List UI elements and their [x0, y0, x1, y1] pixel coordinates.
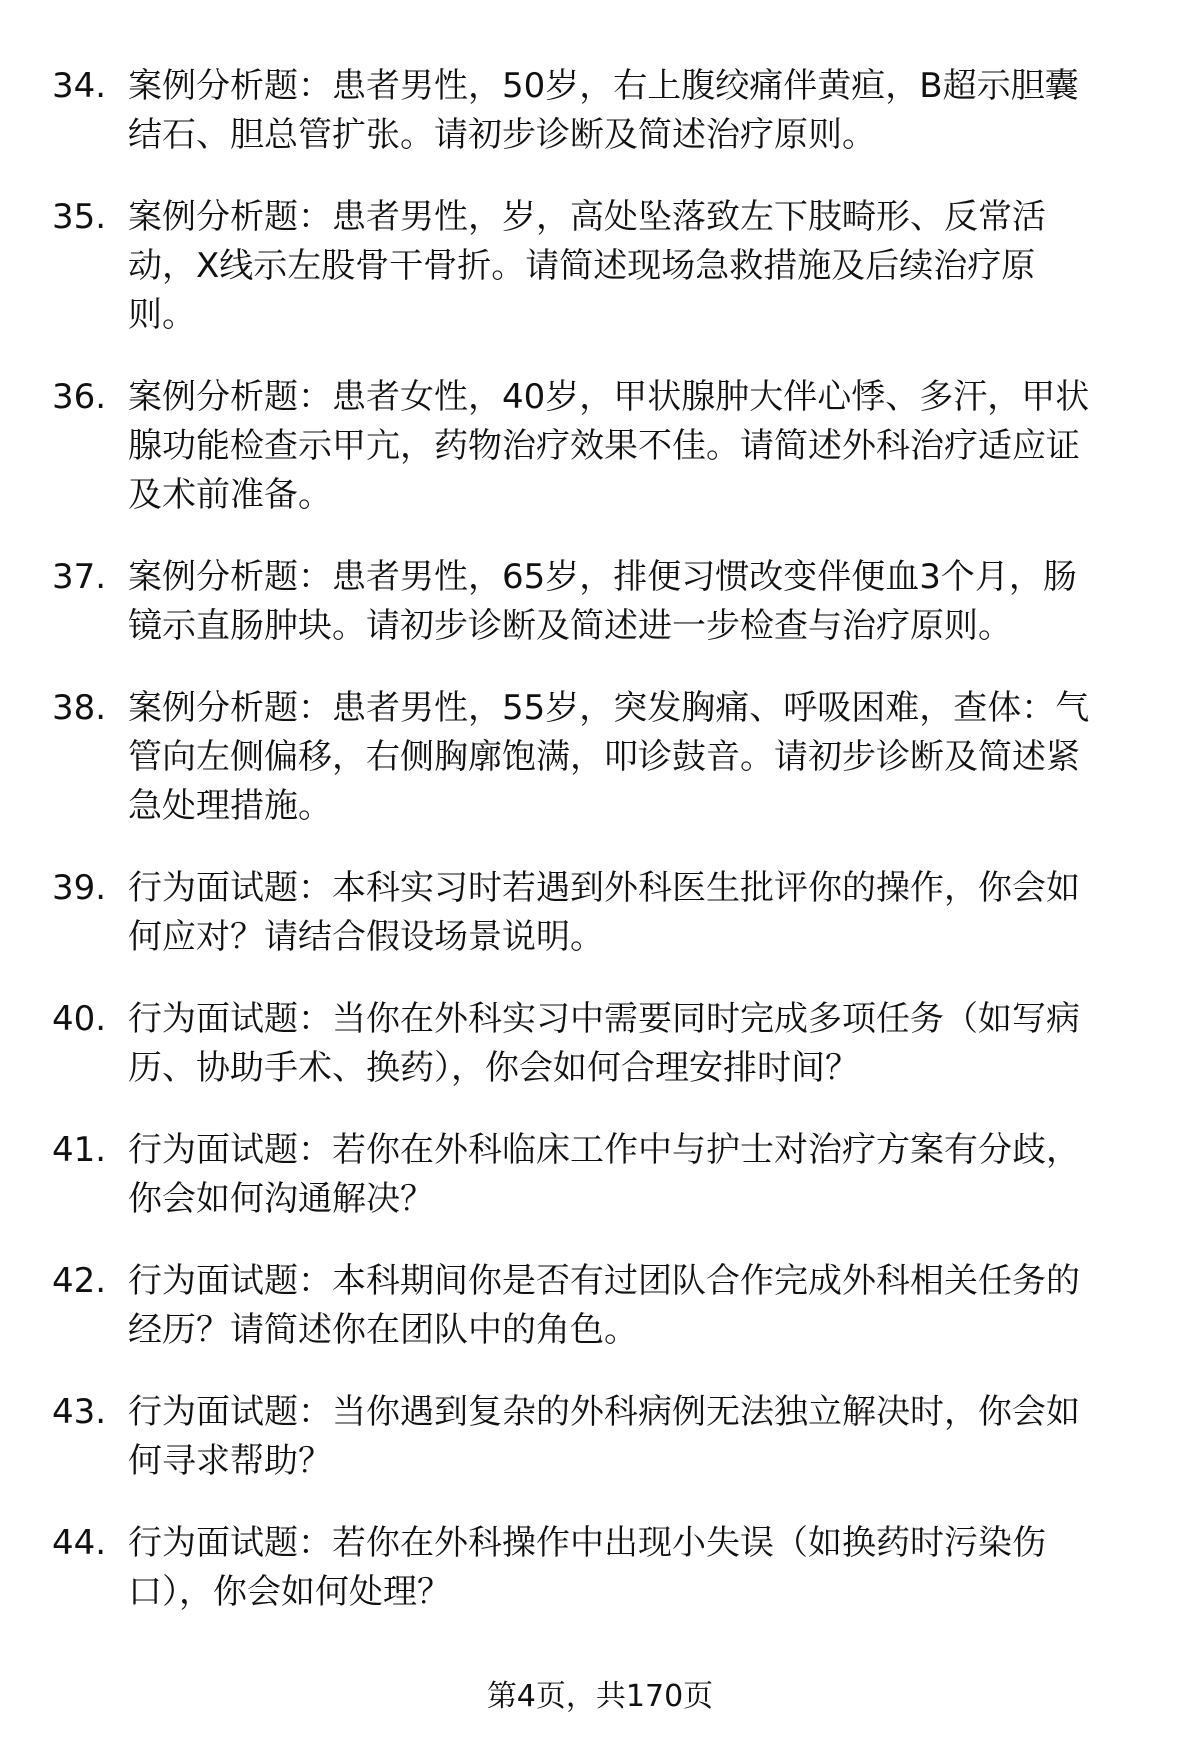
- question-item: [0, 373, 1200, 520]
- question-number: 41.: [52, 1130, 107, 1170]
- question-text: [128, 1257, 1158, 1355]
- question-text-line: 何应对？请结合假设场景说明。: [128, 917, 604, 957]
- question-text-line: 行为面试题：当你遇到复杂的外科病例无法独立解决时，你会如: [128, 1392, 1080, 1432]
- question-item: [0, 1519, 1200, 1617]
- question-item: [0, 1388, 1200, 1486]
- question-text-line: 案例分析题：患者男性，65岁，排便习惯改变伴便血3个月，肠: [128, 557, 1077, 597]
- question-text-line: 行为面试题：若你在外科操作中出现小失误（如换药时污染伤: [128, 1523, 1046, 1563]
- question-number: 44.: [52, 1523, 107, 1563]
- question-item: [0, 1126, 1200, 1224]
- question-text: [128, 62, 1158, 160]
- question-text-line: 经历？请简述你在团队中的角色。: [128, 1310, 638, 1350]
- question-text-line: 结石、胆总管扩张。请初步诊断及简述治疗原则。: [128, 115, 876, 155]
- question-number: 43.: [52, 1392, 107, 1432]
- question-text: [128, 193, 1158, 340]
- question-item: [0, 995, 1200, 1093]
- question-number: 39.: [52, 868, 107, 908]
- question-text: [128, 1388, 1158, 1486]
- question-text-line: 案例分析题：患者女性，40岁，甲状腺肿大伴心悸、多汗，甲状: [128, 377, 1090, 417]
- question-text-line: 你会如何沟通解决？: [128, 1179, 434, 1219]
- question-text: [128, 373, 1158, 520]
- question-text: [128, 684, 1158, 831]
- question-number: 35.: [52, 197, 107, 237]
- question-text-line: 行为面试题：若你在外科临床工作中与护士对治疗方案有分歧，: [128, 1130, 1080, 1170]
- question-number: 37.: [52, 557, 107, 597]
- question-list: [0, 62, 1200, 1650]
- question-item: [0, 684, 1200, 831]
- question-number: 42.: [52, 1261, 107, 1301]
- question-number: 38.: [52, 688, 107, 728]
- question-text: [128, 864, 1158, 962]
- question-text-line: 镜示直肠肿块。请初步诊断及简述进一步检查与治疗原则。: [128, 606, 1012, 646]
- question-text: [128, 1519, 1158, 1617]
- question-text: [128, 995, 1158, 1093]
- question-text: [128, 553, 1158, 651]
- page-footer: 第4页，共170页: [486, 1679, 714, 1714]
- question-text-line: 行为面试题：当你在外科实习中需要同时完成多项任务（如写病: [128, 999, 1080, 1039]
- question-text-line: 动，X线示左股骨干骨折。请简述现场急救措施及后续治疗原: [128, 246, 1036, 286]
- question-item: [0, 62, 1200, 160]
- question-number: 34.: [52, 66, 107, 106]
- question-text-line: 则。: [128, 295, 196, 335]
- question-item: [0, 193, 1200, 340]
- question-text-line: 急处理措施。: [128, 786, 332, 826]
- question-item: [0, 864, 1200, 962]
- question-text-line: 何寻求帮助？: [128, 1441, 332, 1481]
- question-text-line: 管向左侧偏移，右侧胸廓饱满，叩诊鼓音。请初步诊断及简述紧: [128, 737, 1080, 777]
- question-text-line: 历、协助手术、换药），你会如何合理安排时间？: [128, 1048, 859, 1088]
- question-text-line: 口），你会如何处理？: [128, 1572, 451, 1612]
- question-item: [0, 1257, 1200, 1355]
- question-text-line: 案例分析题：患者男性，岁，高处坠落致左下肢畸形、反常活: [128, 197, 1046, 237]
- question-number: 36.: [52, 377, 107, 417]
- question-text-line: 腺功能检查示甲亢，药物治疗效果不佳。请简述外科治疗适应证: [128, 426, 1080, 466]
- question-text-line: 案例分析题：患者男性，55岁，突发胸痛、呼吸困难，查体：气: [128, 688, 1090, 728]
- question-item: [0, 553, 1200, 651]
- question-number: 40.: [52, 999, 107, 1039]
- question-text: [128, 1126, 1158, 1224]
- question-text-line: 案例分析题：患者男性，50岁，右上腹绞痛伴黄疸，B超示胆囊: [128, 66, 1079, 106]
- question-text-line: 行为面试题：本科实习时若遇到外科医生批评你的操作，你会如: [128, 868, 1080, 908]
- question-text-line: 及术前准备。: [128, 475, 332, 515]
- question-text-line: 行为面试题：本科期间你是否有过团队合作完成外科相关任务的: [128, 1261, 1080, 1301]
